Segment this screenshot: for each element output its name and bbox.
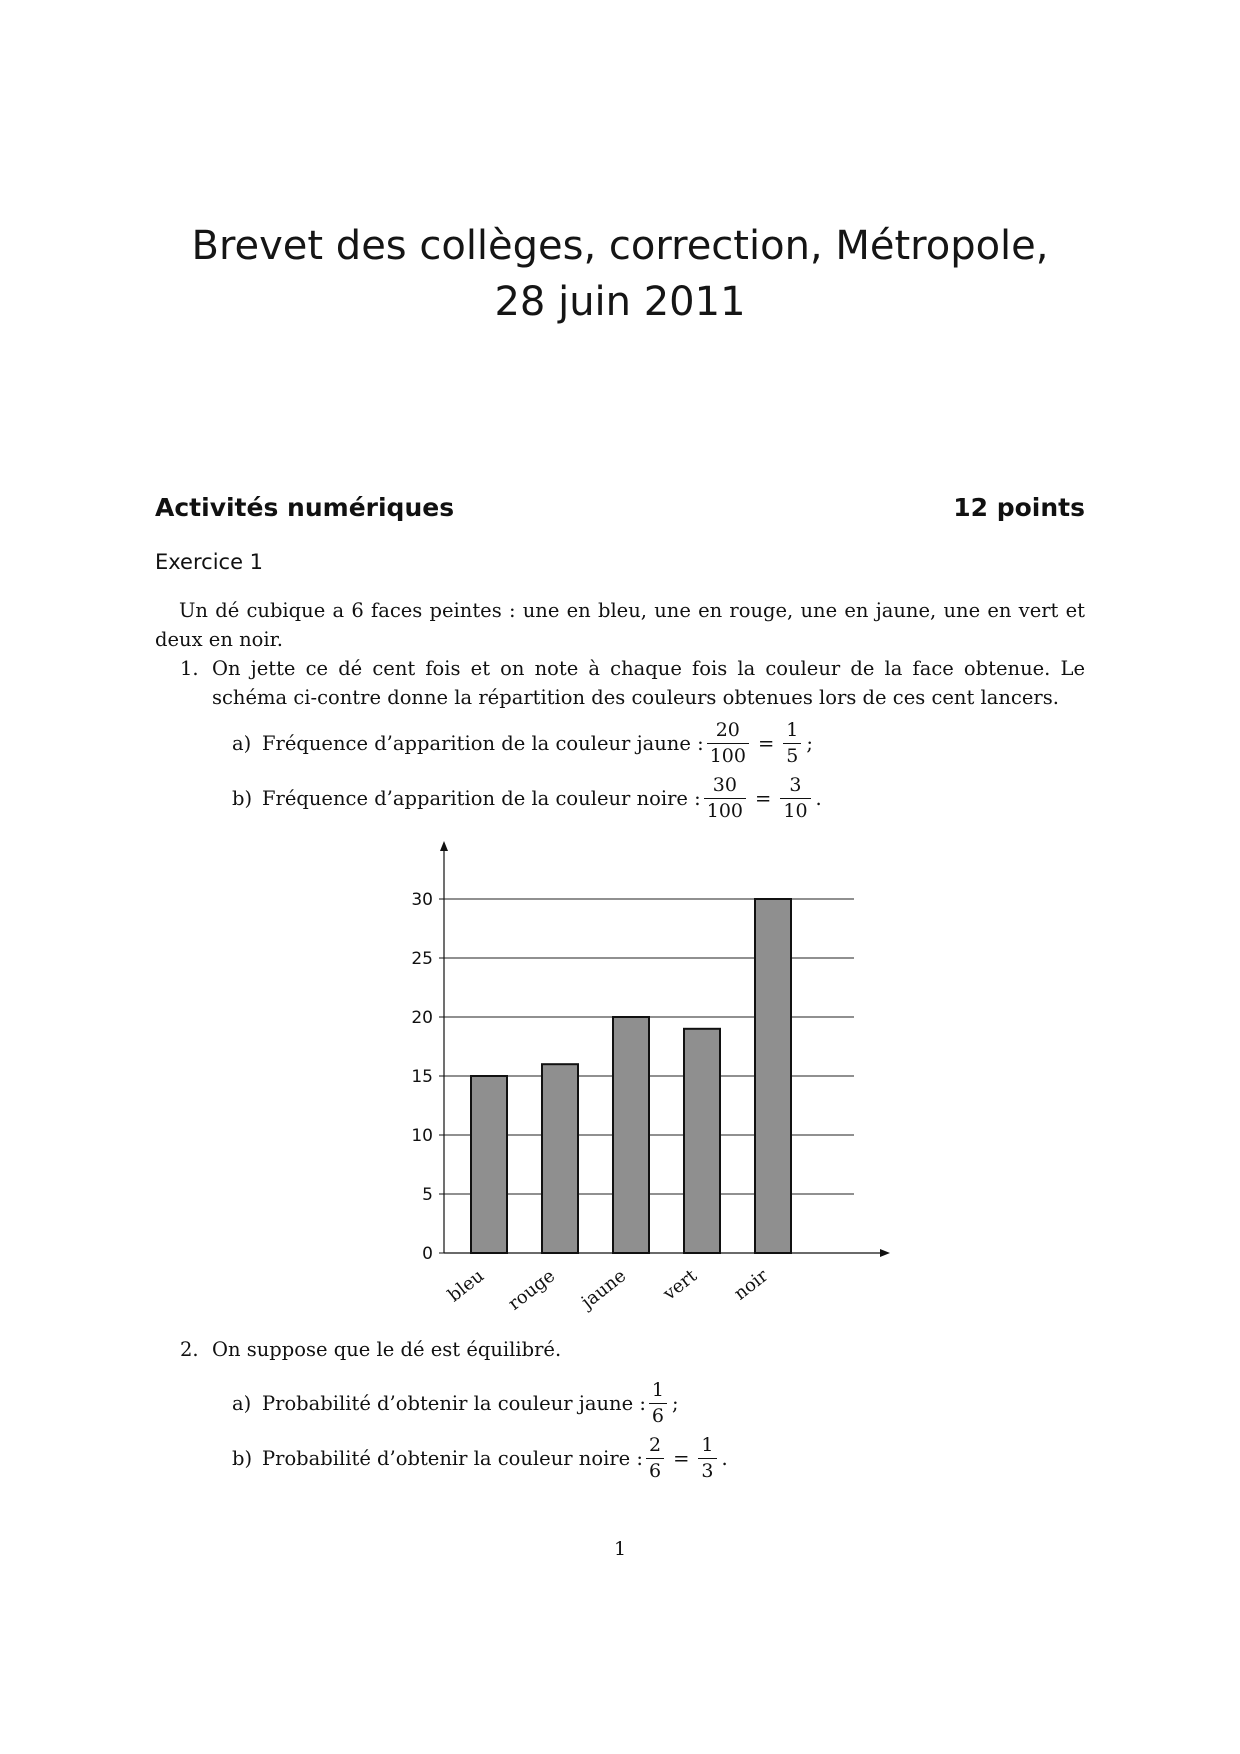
fraction xyxy=(646,1433,664,1484)
answer-1b xyxy=(232,773,822,824)
fraction-denominator: 6 xyxy=(649,1403,667,1429)
fraction-numerator: 30 xyxy=(712,774,737,796)
title-line-2: 28 juin 2011 xyxy=(494,279,746,325)
punctuation: ; xyxy=(671,1392,679,1415)
equals-sign: = xyxy=(755,787,772,810)
x-tick-label: rouge xyxy=(504,1265,560,1315)
fraction-denominator: 10 xyxy=(780,798,810,824)
y-tick-label: 30 xyxy=(411,890,433,910)
y-tick-label: 10 xyxy=(411,1126,433,1146)
answer-1b-text: Fréquence d’apparition de la couleur noire : xyxy=(262,787,701,810)
fraction xyxy=(649,1378,667,1429)
fraction xyxy=(707,718,749,769)
x-tick-label: bleu xyxy=(443,1265,489,1307)
y-tick-label: 0 xyxy=(422,1244,433,1264)
y-tick-label: 5 xyxy=(422,1185,433,1205)
exercise-title: Exercice 1 xyxy=(155,550,264,574)
section-points: 12 points xyxy=(953,493,1085,522)
punctuation: ; xyxy=(806,732,813,755)
question-2 xyxy=(180,1335,1085,1364)
answer-2b xyxy=(232,1433,728,1484)
answer-1a-text: Fréquence d’apparition de la couleur jaune : xyxy=(262,732,704,755)
fraction-numerator: 2 xyxy=(648,1434,662,1456)
x-tick-label: jaune xyxy=(577,1265,631,1313)
bar-bleu xyxy=(471,1076,507,1253)
fraction-denominator: 100 xyxy=(707,743,749,769)
y-tick-label: 25 xyxy=(411,949,433,969)
page-number: 1 xyxy=(613,1538,627,1560)
fraction-denominator: 100 xyxy=(704,798,746,824)
answer-2a xyxy=(232,1378,679,1429)
fraction-numerator: 3 xyxy=(789,774,802,796)
fraction xyxy=(780,773,810,824)
fraction xyxy=(698,1433,716,1484)
x-axis-arrow xyxy=(880,1249,890,1257)
y-tick-label: 20 xyxy=(411,1008,433,1028)
document-title xyxy=(0,218,1240,330)
fraction-numerator: 1 xyxy=(701,1434,714,1456)
fraction-denominator: 6 xyxy=(646,1458,664,1484)
title-line-1: Brevet des collèges, correction, Métropole, xyxy=(191,223,1049,269)
fraction xyxy=(783,718,801,769)
answer-2a-text: Probabilité d’obtenir la couleur jaune : xyxy=(262,1392,646,1415)
fraction-numerator: 20 xyxy=(715,719,740,741)
question-1-text: On jette ce dé cent fois et on note à chaque fois la couleur de la face obtenue. Le schéma ci-contre donne la répartition des couleurs obtenues lors de ces cent lancers. xyxy=(212,657,1085,709)
fraction xyxy=(704,773,746,824)
exercise-intro: Un dé cubique a 6 faces peintes : une en bleu, une en rouge, une en jaune, une en vert et deux en noir. xyxy=(155,599,1085,651)
punctuation: . xyxy=(721,1447,728,1470)
bar-chart xyxy=(390,835,910,1315)
x-tick-label: noir xyxy=(730,1265,773,1305)
answer-1a-label: a) xyxy=(232,732,252,755)
question-1 xyxy=(180,654,1085,712)
question-1-number: 1. xyxy=(180,657,199,680)
fraction-numerator: 1 xyxy=(786,719,799,741)
answer-1a xyxy=(232,718,813,769)
fraction-numerator: 1 xyxy=(651,1379,664,1401)
bar-rouge xyxy=(542,1064,578,1253)
equals-sign: = xyxy=(757,732,775,755)
fraction-denominator: 3 xyxy=(698,1458,716,1484)
answer-1b-label: b) xyxy=(232,787,253,810)
equals-sign: = xyxy=(673,1447,690,1470)
y-tick-label: 15 xyxy=(411,1067,433,1087)
section-header xyxy=(155,493,1085,522)
answer-2b-label: b) xyxy=(232,1447,253,1470)
bar-vert xyxy=(684,1029,720,1253)
section-title: Activités numériques xyxy=(155,493,455,522)
question-2-text: On suppose que le dé est équilibré. xyxy=(212,1338,562,1361)
bar-jaune xyxy=(613,1017,649,1253)
fraction-denominator: 5 xyxy=(783,743,801,769)
question-2-number: 2. xyxy=(180,1338,199,1361)
x-tick-label: vert xyxy=(659,1265,702,1305)
answer-2b-text: Probabilité d’obtenir la couleur noire : xyxy=(262,1447,643,1470)
answer-2a-label: a) xyxy=(232,1392,252,1415)
punctuation: . xyxy=(815,787,822,810)
y-axis-arrow xyxy=(440,841,448,851)
bar-noir xyxy=(755,899,791,1253)
